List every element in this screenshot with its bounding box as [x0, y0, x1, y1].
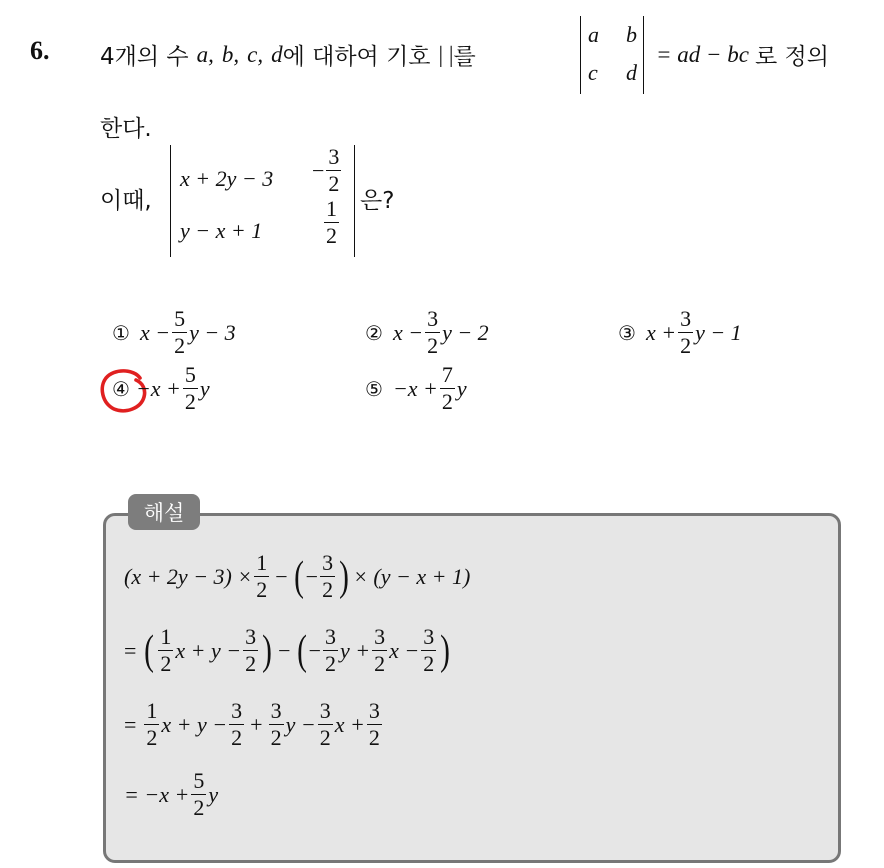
sol-l3-frac-4 [318, 700, 333, 749]
def-determinant-right-bar [643, 16, 644, 94]
var-c: c, [247, 41, 264, 67]
def-entry-d: d [626, 60, 637, 85]
choice-3-fraction [678, 308, 693, 357]
m22-fraction [324, 198, 339, 247]
sol-l3-d: x + [334, 711, 365, 737]
problem-intro: 4개의 수 [100, 44, 189, 70]
sol-l1-num-1: 1 [256, 550, 268, 575]
sol-l3-c: y − [285, 711, 316, 737]
def-entry-b: b [626, 22, 637, 47]
choice-4-marker: ④ [112, 376, 130, 401]
sol-l3-den-4: 2 [319, 725, 331, 750]
sol-l3-frac-1 [144, 700, 159, 749]
sol-l3-num-5: 3 [368, 698, 380, 723]
sol-l1-frac-1 [254, 552, 269, 601]
solution-line-2 [124, 626, 452, 675]
sol-l2-open-paren-1: ( [144, 627, 155, 674]
def-rhs [656, 38, 829, 71]
sol-l1-b: − [275, 563, 288, 589]
choice-1-numerator: 5 [174, 306, 186, 331]
choice-2-numerator: 3 [427, 306, 439, 331]
problem-intro-3: 를 [453, 44, 476, 70]
ask-prefix: 이때, [100, 188, 152, 214]
choice-2[interactable] [365, 308, 489, 357]
sol-l2-num-3: 3 [325, 624, 336, 649]
choice-5-marker: ⑤ [365, 376, 383, 401]
choice-3-numerator: 3 [680, 306, 692, 331]
choice-2-marker: ② [365, 320, 383, 345]
sol-l2-frac-5 [421, 626, 436, 675]
sol-l2-eq: = [124, 637, 137, 663]
choice-1-pre: x − [139, 319, 171, 345]
ask-suffix: 은? [360, 188, 395, 214]
sol-l2-num-2: 3 [245, 624, 257, 649]
choice-5-post: y [456, 375, 467, 401]
symbol-bars: | | [438, 41, 454, 67]
sol-l2-c: − [308, 637, 321, 663]
sol-l3-eq: = [124, 711, 137, 737]
matrix-entry-22 [322, 198, 341, 247]
sol-l2-den-2: 2 [245, 651, 257, 676]
sol-l4-frac-1 [191, 770, 206, 819]
choice-5-denominator: 2 [441, 389, 453, 414]
ask-determinant-left-bar [170, 145, 171, 257]
sol-l2-d: y + [340, 637, 371, 663]
sol-l3-a: x + y − [161, 711, 228, 737]
sol-l1-close-paren: ) [339, 553, 349, 600]
sol-l2-den-3: 2 [325, 651, 336, 676]
sol-l1-e: × (y − x + 1) [353, 563, 471, 589]
solution-line-3 [124, 700, 384, 749]
sol-l2-close-paren-2: ) [440, 627, 451, 674]
sol-l1-num-2: 3 [322, 550, 334, 575]
choice-4-numerator: 5 [184, 362, 196, 387]
sol-l3-den-3: 2 [270, 725, 282, 750]
sol-l2-e: x − [389, 637, 420, 663]
choice-3-marker: ③ [618, 320, 636, 345]
m12-sign: − [312, 157, 325, 183]
m22-denominator: 2 [326, 223, 337, 248]
sol-l3-frac-5 [367, 700, 382, 749]
sol-l3-num-4: 3 [319, 698, 331, 723]
sol-l2-den-4: 2 [374, 651, 386, 676]
sol-l2-close-paren-1: ) [262, 627, 273, 674]
sol-l2-frac-1 [158, 626, 173, 675]
choice-3[interactable] [618, 308, 742, 357]
sol-l1-c: − [305, 563, 319, 589]
var-b: b, [221, 41, 240, 67]
sol-l4-eq: = −x + [124, 781, 190, 807]
choice-1-fraction [172, 308, 187, 357]
choice-3-pre: x + [645, 319, 677, 345]
var-a: a, [196, 41, 214, 67]
sol-l2-open-paren-2: ( [296, 627, 307, 674]
sol-l1-open-paren: ( [293, 553, 304, 600]
choice-2-fraction [425, 308, 440, 357]
choice-1-post: y − 3 [189, 319, 236, 345]
choice-3-post: y − 1 [695, 319, 742, 345]
problem-number: 6. [30, 36, 50, 65]
sol-l3-den-5: 2 [368, 725, 380, 750]
sol-l3-frac-2 [229, 700, 244, 749]
matrix-entry-21: y − x + 1 [180, 218, 263, 243]
def-rhs-formula: = ad − bc [656, 41, 749, 67]
problem-line-2: 한다. [100, 116, 152, 142]
sol-l1-frac-2 [320, 552, 335, 601]
sol-l2-num-5: 3 [423, 624, 435, 649]
sol-l2-a: x + y − [175, 637, 242, 663]
sol-l2-b: − [278, 637, 291, 663]
problem-intro-4: 로 정의 [755, 44, 829, 70]
sol-l3-den-2: 2 [231, 725, 243, 750]
sol-l3-num-1: 1 [146, 698, 158, 723]
sol-l3-b: + [250, 711, 263, 737]
choice-4-post: y [199, 375, 210, 401]
choice-2-denominator: 2 [427, 333, 439, 358]
problem-line-1 [100, 38, 476, 71]
choice-4-fraction [183, 364, 198, 413]
sol-l4-den-1: 2 [193, 795, 205, 820]
problem-intro-2: 에 대하여 기호 [282, 44, 431, 70]
m22-numerator: 1 [326, 196, 337, 221]
sol-l1-den-2: 2 [322, 577, 334, 602]
sol-l1-a: (x + 2y − 3) × [124, 563, 253, 589]
matrix-entry-11: x + 2y − 3 [180, 166, 274, 191]
def-determinant-left-bar [580, 16, 581, 94]
solution-line-4 [124, 770, 218, 819]
sol-l2-frac-2 [243, 626, 258, 675]
sol-l2-frac-4 [372, 626, 387, 675]
choice-2-pre: x − [392, 319, 424, 345]
sol-l3-frac-3 [269, 700, 284, 749]
sol-l1-den-1: 2 [256, 577, 268, 602]
sol-l4-a: y [208, 781, 219, 807]
choice-1[interactable] [112, 308, 236, 357]
choice-4-denominator: 2 [184, 389, 196, 414]
sol-l2-den-5: 2 [423, 651, 435, 676]
sol-l2-num-1: 1 [160, 624, 172, 649]
choice-4-pre: −x + [135, 375, 181, 401]
m12-denominator: 2 [328, 171, 340, 196]
choice-4[interactable] [112, 364, 210, 413]
ask-determinant-right-bar [354, 145, 355, 257]
choice-5[interactable] [365, 364, 467, 413]
sol-l3-num-3: 3 [270, 698, 282, 723]
choice-5-numerator: 7 [441, 362, 453, 387]
choice-1-marker: ① [112, 320, 130, 345]
choice-1-denominator: 2 [174, 333, 186, 358]
sol-l2-frac-3 [323, 626, 338, 675]
sol-l4-num-1: 5 [193, 768, 205, 793]
sol-l3-den-1: 2 [146, 725, 158, 750]
solution-line-1 [124, 552, 470, 601]
m12-fraction [326, 146, 341, 195]
choice-2-post: y − 2 [442, 319, 489, 345]
sol-l3-num-2: 3 [231, 698, 243, 723]
sol-l2-den-1: 2 [160, 651, 172, 676]
choice-5-pre: −x + [392, 375, 438, 401]
def-entry-c: c [588, 60, 598, 85]
matrix-entry-12 [312, 146, 343, 195]
var-d: d [271, 41, 283, 67]
sol-l2-num-4: 3 [374, 624, 386, 649]
solution-label: 해설 [128, 494, 200, 530]
choice-3-denominator: 2 [680, 333, 692, 358]
def-entry-a: a [588, 22, 599, 47]
m12-numerator: 3 [328, 144, 340, 169]
choice-5-fraction [440, 364, 455, 413]
